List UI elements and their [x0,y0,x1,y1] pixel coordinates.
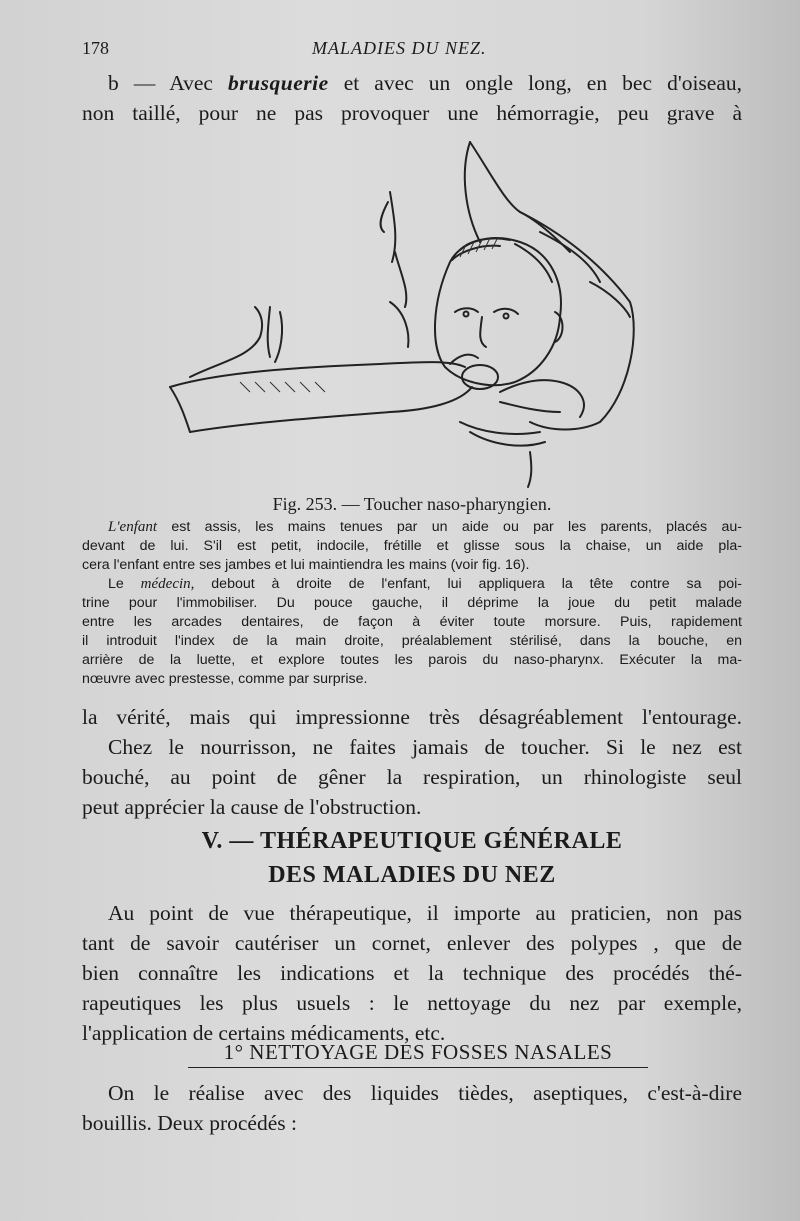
subsection-title: 1° NETTOYAGE DES FOSSES NASALES [188,1040,648,1068]
paragraph-middle [82,702,742,822]
paragraph-last [82,1078,742,1138]
text-run: et avec un ongle long, en bec d'oiseau, [328,71,742,95]
text-run: b — Avec [108,71,229,95]
text-line: non taillé, pour ne pas provoquer une hémorragie, peu grave à [82,101,742,125]
text-line: peut apprécier la cause de l'obstruction. [82,795,422,819]
naso-pharyngeal-exam-drawing [160,132,660,492]
text-line: bouillis. Deux procédés : [82,1111,297,1135]
running-header [82,38,742,64]
text-line: la vérité, mais qui impressionne très désagréablement l'entourage. [82,705,742,729]
legend-line: nœuvre avec prestesse, comme par surprise. [82,671,368,687]
legend-line: il introduit l'index de la main droite, préalablement stérilisé, dans la bouche, en [82,633,742,649]
section-title-line1: V. — THÉRAPEUTIQUE GÉNÉRALE [201,828,623,854]
emphasis-brusquerie: brusquerie [228,71,329,95]
text-line: l'application de certains médicaments, etc. [82,1021,446,1045]
text-line: bouché, au point de gêner la respiration, un rhinologiste seul [82,765,742,789]
text-line: rapeutiques les plus usuels : le nettoyage du nez par exemple, [82,991,742,1015]
figure-illustration [160,132,660,492]
legend-em-enfant: L'enfant [108,519,158,535]
legend-em-medecin: médecin, [140,576,195,592]
legend-line: devant de lui. S'il est petit, indocile, frétille et glisse sous la chaise, un aide pla- [82,538,742,554]
text-run: Le [108,576,141,592]
legend-line: entre les arcades dentaires, de façon à éviter toute morsure. Puis, rapidement [82,614,742,630]
legend-line: trine pour l'immobiliser. Du pouce gauche, il déprime la joue du petit malade [82,595,742,611]
page-number: 178 [82,38,109,58]
paragraph-therapeutique [82,898,742,1048]
paragraph-top [82,68,742,128]
text-line: bien connaître les indications et la technique des procédés thé- [82,961,742,985]
text-line: Chez le nourrisson, ne faites jamais de toucher. Si le nez est [108,735,742,759]
figure-caption: Fig. 253. — Toucher naso-pharyngien. [272,494,552,514]
text-line: Au point de vue thérapeutique, il importe au praticien, non pas [108,901,742,925]
figure-legend [82,518,742,689]
legend-line: cera l'enfant entre ses jambes et lui maintiendra les mains (voir fig. 16). [82,557,530,573]
running-title: MALADIES DU NEZ. [312,38,487,58]
text-run: debout à droite de l'enfant, lui appliquera la tête contre sa poi- [194,576,742,592]
text-line: tant de savoir cautériser un cornet, enlever des polypes , que de [82,931,742,955]
text-line: On le réalise avec des liquides tièdes, aseptiques, c'est-à-dire [108,1081,742,1105]
text-run: est assis, les mains tenues par un aide ou par les parents, placés au- [157,519,742,535]
legend-line: arrière de la luette, et explore toutes les parois du naso-pharynx. Exécuter la ma- [82,652,742,668]
section-title-line2: DES MALADIES DU NEZ [268,862,556,888]
